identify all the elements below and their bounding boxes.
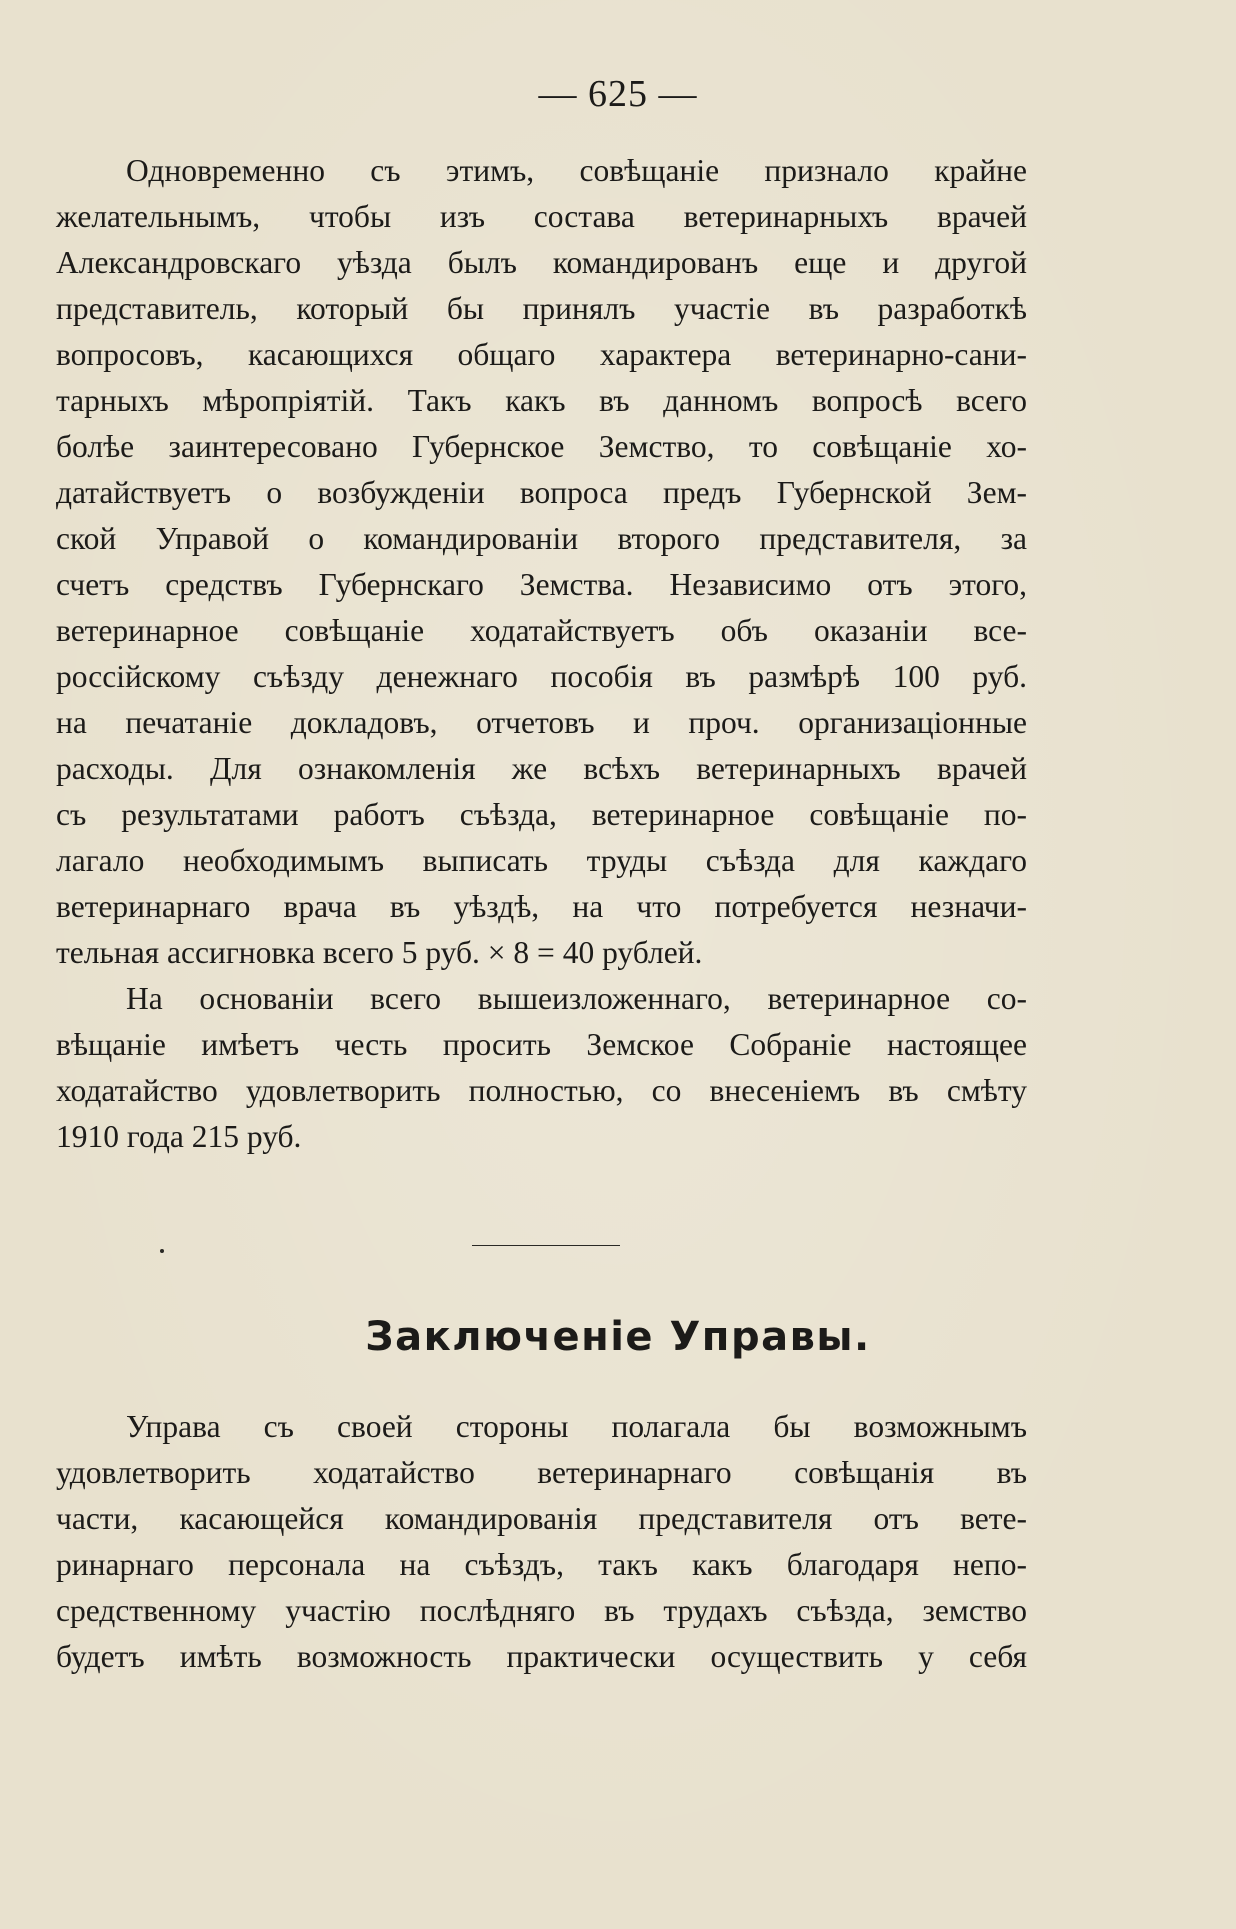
text-line: ветеринарнаго врача въ уѣздѣ, на что потребуется незначи- [56,889,1027,924]
text-line: россійскому съѣзду денежнаго пособія въ размѣрѣ 100 руб. [56,659,1027,694]
text-line: съ результатами работъ съѣзда, ветеринарное совѣщаніе по- [56,797,1027,832]
ink-speck [160,1249,164,1253]
text-line: средственному участію послѣдняго въ трудахъ съѣзда, земство [56,1593,1027,1628]
text-block-top [56,148,1027,1160]
text-line: Александровскаго уѣзда былъ командированъ еще и другой [56,245,1027,280]
text-line: ской Управой о командированіи второго представителя, за [56,521,1027,556]
text-line: На основаніи всего вышеизложеннаго, ветеринарное со- [126,981,1027,1016]
text-line: представитель, который бы принялъ участіе въ разработкѣ [56,291,1027,326]
text-line: вѣщаніе имѣетъ честь просить Земское Собраніе настоящее [56,1027,1027,1062]
text-line: ринарнаго персонала на съѣздъ, такъ какъ благодаря непо- [56,1547,1027,1582]
text-line: ветеринарное совѣщаніе ходатайствуетъ объ оказаніи все- [56,613,1027,648]
text-line: на печатаніе докладовъ, отчетовъ и проч. организаціонные [56,705,1027,740]
page-number: — 625 — [538,73,698,115]
text-line: части, касающейся командированія представителя отъ вете- [56,1501,1027,1536]
text-line: ходатайство удовлетворить полностью, со внесеніемъ въ смѣту [56,1073,1027,1108]
text-line: счетъ средствъ Губернскаго Земства. Независимо отъ этого, [56,567,1027,602]
text-line: 1910 года 215 руб. [56,1119,302,1154]
section-separator [472,1245,620,1246]
text-line: тельная ассигновка всего 5 руб. × 8 = 40 рублей. [56,935,703,970]
text-line: лагало необходимымъ выписать труды съѣзда для каждаго [56,843,1027,878]
text-line: тарныхъ мѣропріятій. Такъ какъ въ данномъ вопросѣ всего [56,383,1027,418]
section-heading: Заключеніе Управы. [365,1314,871,1360]
text-line: будетъ имѣть возможность практически осуществить у себя [56,1639,1027,1674]
text-line: датайствуетъ о возбужденіи вопроса предъ Губернской Зем- [56,475,1027,510]
text-line: удовлетворить ходатайство ветеринарнаго совѣщанія въ [56,1455,1027,1490]
text-line: расходы. Для ознакомленія же всѣхъ ветеринарныхъ врачей [56,751,1027,786]
text-line: желательнымъ, чтобы изъ состава ветеринарныхъ врачей [56,199,1027,234]
text-line: Управа съ своей стороны полагала бы возможнымъ [126,1409,1027,1444]
text-line: вопросовъ, касающихся общаго характера ветеринарно-сани- [56,337,1027,372]
text-block-bottom [56,1404,1027,1680]
text-line: Одновременно съ этимъ, совѣщаніе признало крайне [126,153,1027,188]
text-line: болѣе заинтересовано Губернское Земство, то совѣщаніе хо- [56,429,1027,464]
